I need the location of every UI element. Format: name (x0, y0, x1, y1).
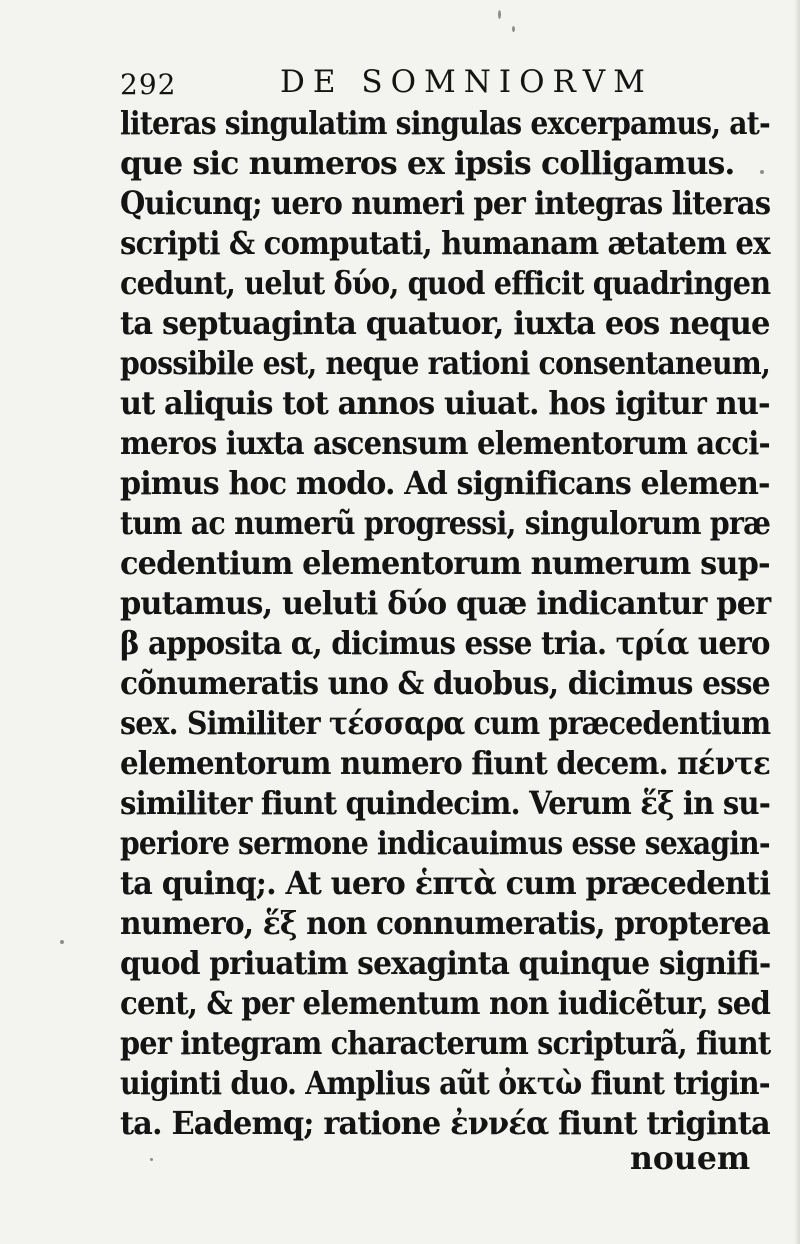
print-speck (60, 940, 64, 944)
text-line: ta. Eademq; ratione ἐννέα fiunt triginta (120, 1105, 770, 1142)
print-speck (498, 10, 501, 19)
text-line: similiter fiunt quindecim. Verum ἕξ in su- (120, 785, 771, 822)
text-line: per integram characterum scripturã, fiunt (120, 1025, 771, 1062)
text-line: β apposita α, dicimus esse tria. τρία uero (120, 625, 770, 662)
text-line: cedunt, uelut δύο, quod efficit quadringen (120, 265, 771, 302)
text-line: uiginti duo. Amplius aũt ὀκτὼ fiunt trigin- (120, 1065, 770, 1102)
text-line: tum ac numerũ progressi, singulorum præ (120, 505, 771, 542)
text-line: ta quinq;. At uero ἑπτὰ cum præcedenti (120, 865, 771, 902)
print-speck (512, 26, 515, 32)
text-line: Quicunq; uero numeri per integras literas (120, 185, 771, 222)
text-line: putamus, ueluti δύο quæ indicantur per (120, 585, 771, 622)
page-header (120, 56, 660, 106)
catchword: nouem (630, 1140, 751, 1177)
text-line: sex. Similiter τέσσαρα cum præcedentium (120, 705, 771, 742)
text-line: pimus hoc modo. Ad significans elemen- (120, 465, 770, 502)
text-line: meros iuxta ascensum elementorum acci- (120, 425, 770, 462)
text-line: periore sermone indicauimus esse sexagin- (120, 825, 770, 862)
running-title: DE SOMNIORVM (280, 64, 653, 100)
text-line: que sic numeros ex ipsis colligamus. (120, 145, 735, 182)
text-line: ut aliquis tot annos uiuat. hos igitur nu- (120, 385, 770, 422)
print-speck (760, 170, 764, 174)
text-line: literas singulatim singulas excerpamus, at- (120, 105, 770, 142)
print-speck (150, 1158, 153, 1161)
text-line: cedentium elementorum numerum sup- (120, 545, 770, 582)
text-line: cent, & per elementum non iudicẽtur, sed (120, 985, 771, 1022)
page-number: 292 (120, 68, 177, 101)
text-line: ta septuaginta quatuor, iuxta eos neque (120, 305, 770, 342)
text-line: scripti & computati, humanam ætatem ex (120, 225, 770, 262)
page-edge-shadow (794, 0, 800, 1244)
text-line: cõnumeratis uno & duobus, dicimus esse (120, 665, 770, 702)
text-line: quod priuatim sexaginta quinque signifi- (120, 945, 771, 982)
text-line: elementorum numero fiunt decem. πέντε (120, 745, 770, 782)
text-line: possibile est, neque rationi consentaneum, (120, 345, 771, 382)
text-line: numero, ἕξ non connumeratis, propterea (120, 905, 770, 942)
